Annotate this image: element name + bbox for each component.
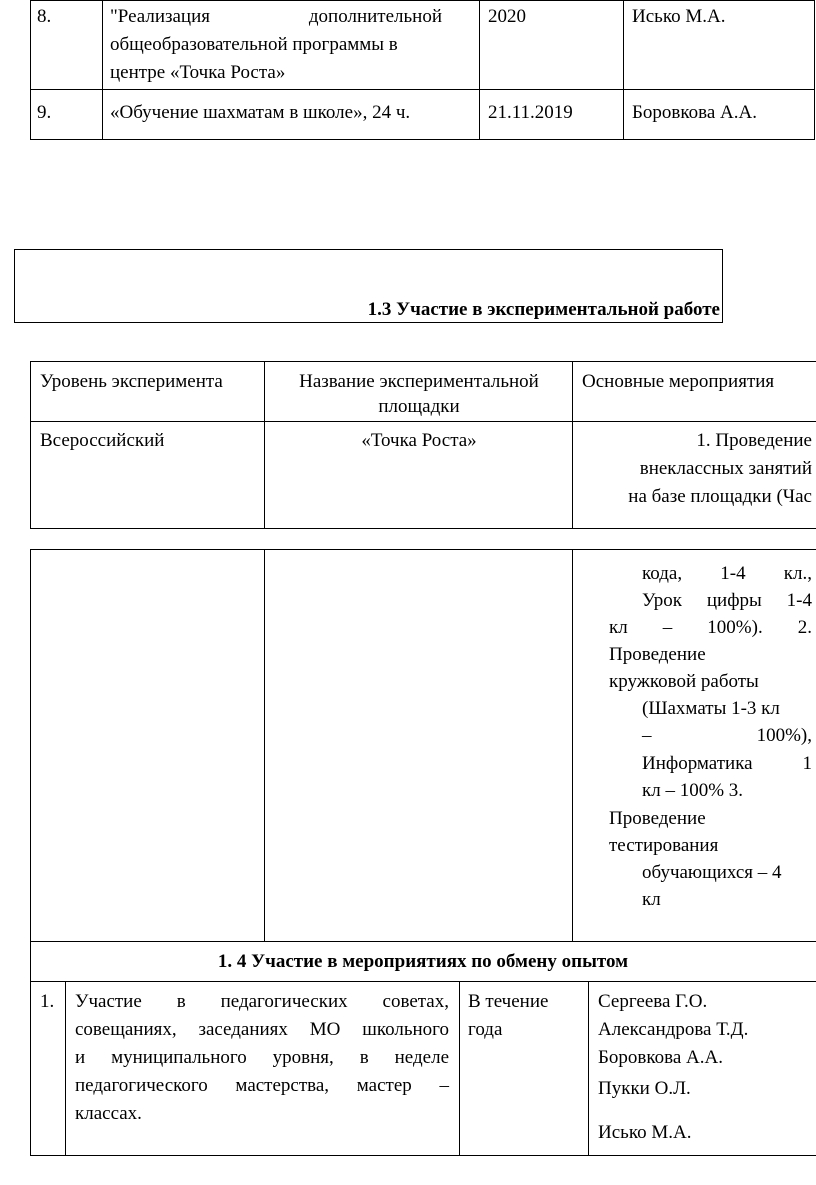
row-description-line: и муниципального уровня, в неделе [75,1047,449,1068]
top-table-border [30,0,31,140]
events-continuation-line: кода, 1-4 кл., [642,563,812,584]
events-continuation-line: Проведение [609,808,706,829]
cell-site: «Точка Роста» [361,430,477,451]
events-continuation-line: кл – 100% 3. [642,780,744,801]
section-heading: 1. 4 Участие в мероприятиях по обмену опытом [217,951,629,972]
cell-events-line: внеклассных занятий [639,458,812,479]
top-table-border [30,0,815,1]
row-title-line: центре «Точка Роста» [110,62,286,83]
continuation-border [264,549,265,941]
events-continuation-line: кл – 100%). 2. [609,617,812,638]
row-person: Александрова Т.Д. [598,1019,749,1040]
events-continuation-line: – 100%), [642,725,812,746]
row-number: 8. [37,6,52,27]
row-number: 1. [40,991,55,1012]
top-table-border [102,0,103,140]
row-date: 2020 [488,6,526,27]
row-description-line: совещаниях, заседаниях МО школьного [75,1019,449,1040]
top-table-border [30,89,815,90]
header-level: Уровень эксперимента [40,371,223,392]
header-events: Основные мероприятия [582,371,775,392]
experiment-table-border [264,361,265,529]
heading-box-border [14,249,723,250]
experiment-table-border [30,528,816,529]
continuation-border [30,941,816,942]
row-person: Боровкова А.А. [598,1047,723,1068]
events-continuation-line: тестирования [609,835,719,856]
continuation-border [572,549,573,941]
row-title-line: "Реализация дополнительной [110,6,442,27]
row-person: Боровкова А.А. [632,102,757,123]
top-table-border [479,0,480,140]
events-continuation-line: Информатика 1 [642,753,812,774]
row-title-line: общеобразовательной программы в [110,34,398,55]
row-time-line: года [468,1019,503,1040]
row-number: 9. [37,102,52,123]
row-person: Пукки О.Л. [598,1078,691,1099]
events-continuation-line: кружковой работы [609,671,759,692]
experiment-table-border [30,421,816,422]
row-description-line: Участие в педагогических советах, [75,991,449,1012]
row-date: 21.11.2019 [488,102,573,123]
continuation-border [30,549,816,550]
row-person: Исько М.А. [632,6,726,27]
heading-box-border [722,249,723,323]
experiment-table-border [572,361,573,529]
row-title-line: «Обучение шахматам в школе», 24 ч. [110,102,411,123]
events-continuation-line: обучающихся – 4 [642,862,782,883]
row-person: Сергеева Г.О. [598,991,708,1012]
events-continuation-line: Проведение [609,644,706,665]
events-continuation-line: (Шахматы 1-3 кл [642,698,780,719]
continuation-border [30,549,31,1156]
row-description-line: педагогического мастерства, мастер – [75,1075,449,1096]
row-description-line: классах. [75,1103,142,1124]
cell-events-line: 1. Проведение [696,430,812,451]
continuation-border [30,981,816,982]
cell-level: Всероссийский [40,430,165,451]
continuation-border [30,1155,816,1156]
top-table-border [814,0,815,140]
cell-events-line: на базе площадки (Час [628,486,812,507]
header-site-line: Название экспериментальной [299,371,539,392]
experiment-table-border [30,361,816,362]
row-person: Исько М.А. [598,1122,692,1143]
row-time-line: В течение [468,991,549,1012]
section-heading: 1.3 Участие в экспериментальной работе [367,299,720,320]
top-table-border [30,139,815,140]
continuation-border [588,981,589,1156]
experiment-table-border [30,361,31,529]
events-continuation-line: Урок цифры 1-4 [642,590,812,611]
continuation-border [65,981,66,1156]
events-continuation-line: кл [642,889,661,910]
header-site-line: площадки [378,396,460,417]
continuation-border [459,981,460,1156]
top-table-border [623,0,624,140]
